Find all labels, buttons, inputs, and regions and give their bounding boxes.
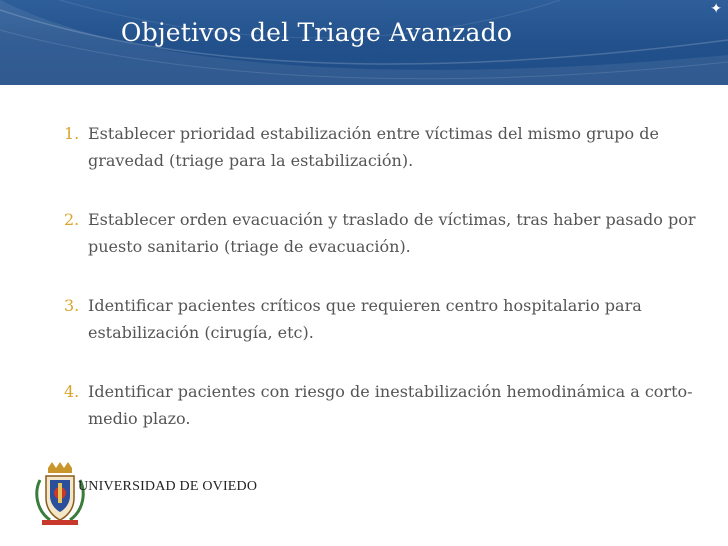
- objectives-list: [64, 120, 698, 464]
- list-item: [64, 378, 698, 432]
- list-item: [64, 292, 698, 346]
- list-item-text: Identificar pacientes con riesgo de inestabilización hemodinámica a corto-medio plazo.: [88, 382, 693, 428]
- university-name: UNIVERSIDAD DE OVIEDO: [78, 479, 258, 494]
- list-item-number: 1.: [64, 124, 80, 143]
- list-item-text: Establecer prioridad estabilización entre víctimas del mismo grupo de gravedad (triage para la estabilización).: [88, 124, 659, 170]
- list-item-number: 2.: [64, 210, 80, 229]
- list-item-text: Establecer orden evacuación y traslado de víctimas, tras haber pasado por puesto sanitario (triage de evacuación).: [88, 210, 696, 256]
- slide-header: [0, 0, 728, 85]
- star-icon: ✦: [710, 1, 722, 17]
- list-item-number: 3.: [64, 296, 80, 315]
- list-item: [64, 206, 698, 260]
- list-item-number: 4.: [64, 382, 80, 401]
- list-item: [64, 120, 698, 174]
- list-item-text: Identificar pacientes críticos que requieren centro hospitalario para estabilización (cirugía, etc).: [88, 296, 642, 342]
- page-title: Objetivos del Triage Avanzado: [120, 18, 513, 47]
- university-crest-icon: [30, 462, 230, 528]
